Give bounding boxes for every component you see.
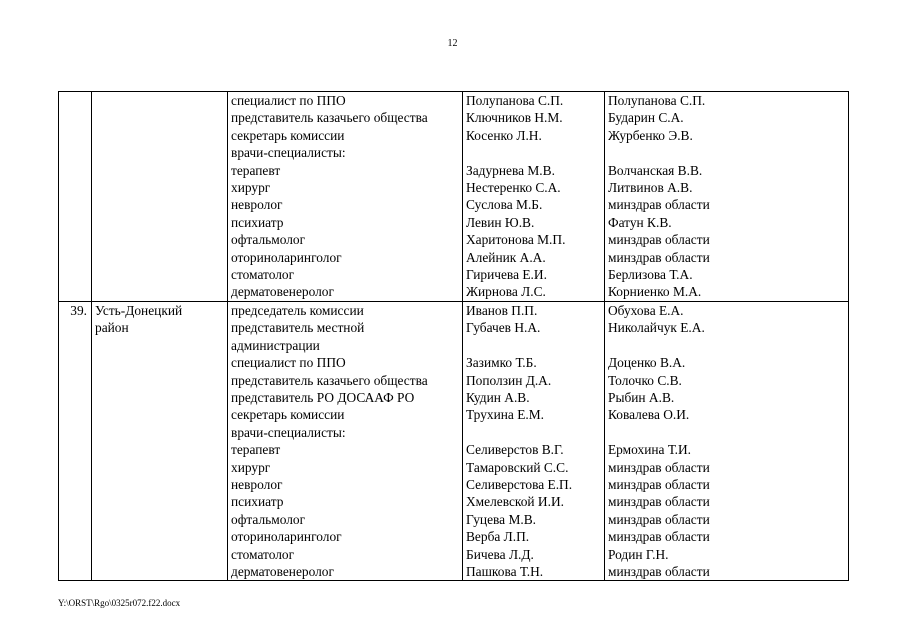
role-cell: администрации xyxy=(228,337,463,354)
row-number-cell xyxy=(59,249,92,266)
reserve-cell xyxy=(605,144,849,161)
row-number-cell xyxy=(59,546,92,563)
reserve-cell: Бударин С.А. xyxy=(605,109,849,126)
role-cell: председатель комиссии xyxy=(228,301,463,319)
table-row xyxy=(59,476,849,493)
row-number-cell xyxy=(59,354,92,371)
reserve-cell: Корниенко М.А. xyxy=(605,283,849,301)
reserve-cell: Берлизова Т.А. xyxy=(605,266,849,283)
district-cell xyxy=(92,92,228,110)
member-cell: Косенко Л.Н. xyxy=(463,127,605,144)
role-cell: секретарь комиссии xyxy=(228,127,463,144)
district-cell xyxy=(92,162,228,179)
role-cell: специалист по ППО xyxy=(228,354,463,371)
table-row xyxy=(59,231,849,248)
member-cell: Гуцева М.В. xyxy=(463,511,605,528)
member-cell: Задурнева М.В. xyxy=(463,162,605,179)
member-cell: Полупанова С.П. xyxy=(463,92,605,110)
row-number-cell xyxy=(59,231,92,248)
role-cell: стоматолог xyxy=(228,266,463,283)
row-number-cell xyxy=(59,424,92,441)
reserve-cell xyxy=(605,337,849,354)
member-cell: Жирнова Л.С. xyxy=(463,283,605,301)
role-cell: представитель местной xyxy=(228,319,463,336)
role-cell: представитель РО ДОСААФ РО xyxy=(228,389,463,406)
role-cell: специалист по ППО xyxy=(228,92,463,110)
district-cell xyxy=(92,459,228,476)
member-cell xyxy=(463,337,605,354)
member-cell: Селиверстова Е.П. xyxy=(463,476,605,493)
member-cell: Бичева Л.Д. xyxy=(463,546,605,563)
member-cell: Гиричева Е.И. xyxy=(463,266,605,283)
district-cell xyxy=(92,127,228,144)
district-cell xyxy=(92,493,228,510)
district-cell xyxy=(92,144,228,161)
row-number-cell xyxy=(59,319,92,336)
role-cell: дерматовенеролог xyxy=(228,283,463,301)
district-cell xyxy=(92,109,228,126)
row-number-cell xyxy=(59,476,92,493)
table-row xyxy=(59,493,849,510)
reserve-cell: минздрав области xyxy=(605,231,849,248)
row-number-cell xyxy=(59,144,92,161)
role-cell: хирург xyxy=(228,179,463,196)
role-cell: представитель казачьего общества xyxy=(228,372,463,389)
role-cell: терапевт xyxy=(228,441,463,458)
district-cell xyxy=(92,354,228,371)
district-cell xyxy=(92,528,228,545)
district-cell xyxy=(92,424,228,441)
reserve-cell: Литвинов А.В. xyxy=(605,179,849,196)
table-row xyxy=(59,249,849,266)
table-row xyxy=(59,179,849,196)
member-cell: Кудин А.В. xyxy=(463,389,605,406)
row-number-cell xyxy=(59,196,92,213)
row-number-cell xyxy=(59,337,92,354)
row-number-cell xyxy=(59,214,92,231)
table-row xyxy=(59,109,849,126)
table-row xyxy=(59,528,849,545)
row-number-cell xyxy=(59,127,92,144)
table-row xyxy=(59,372,849,389)
member-cell: Хмелевской И.И. xyxy=(463,493,605,510)
row-number-cell xyxy=(59,406,92,423)
table-row xyxy=(59,459,849,476)
reserve-cell: минздрав области xyxy=(605,476,849,493)
table-row xyxy=(59,354,849,371)
district-cell xyxy=(92,389,228,406)
reserve-cell: Ковалева О.И. xyxy=(605,406,849,423)
reserve-cell: Николайчук Е.А. xyxy=(605,319,849,336)
row-number-cell xyxy=(59,109,92,126)
role-cell: терапевт xyxy=(228,162,463,179)
role-cell: психиатр xyxy=(228,493,463,510)
table-row xyxy=(59,266,849,283)
member-cell: Пашкова Т.Н. xyxy=(463,563,605,581)
district-cell xyxy=(92,249,228,266)
reserve-cell: минздрав области xyxy=(605,511,849,528)
district-cell xyxy=(92,511,228,528)
reserve-cell: минздрав области xyxy=(605,459,849,476)
role-cell: врачи-специалисты: xyxy=(228,144,463,161)
district-cell xyxy=(92,563,228,581)
member-cell: Зазимко Т.Б. xyxy=(463,354,605,371)
table-row xyxy=(59,337,849,354)
table-row xyxy=(59,162,849,179)
district-cell: район xyxy=(92,319,228,336)
commission-table xyxy=(58,91,849,581)
member-cell: Трухина Е.М. xyxy=(463,406,605,423)
member-cell: Левин Ю.В. xyxy=(463,214,605,231)
table-row xyxy=(59,563,849,581)
table-row xyxy=(59,389,849,406)
district-cell xyxy=(92,231,228,248)
district-cell xyxy=(92,441,228,458)
role-cell: невролог xyxy=(228,196,463,213)
role-cell: стоматолог xyxy=(228,546,463,563)
row-number-cell xyxy=(59,389,92,406)
row-number-cell xyxy=(59,162,92,179)
district-cell xyxy=(92,196,228,213)
district-cell xyxy=(92,179,228,196)
reserve-cell: Рыбин А.В. xyxy=(605,389,849,406)
row-number-cell xyxy=(59,493,92,510)
reserve-cell: минздрав области xyxy=(605,493,849,510)
district-cell xyxy=(92,406,228,423)
district-cell xyxy=(92,283,228,301)
member-cell: Харитонова М.П. xyxy=(463,231,605,248)
row-number-cell xyxy=(59,283,92,301)
reserve-cell: Родин Г.Н. xyxy=(605,546,849,563)
table-row xyxy=(59,424,849,441)
role-cell: оториноларинголог xyxy=(228,249,463,266)
district-cell: Усть-Донецкий xyxy=(92,301,228,319)
member-cell xyxy=(463,424,605,441)
role-cell: врачи-специалисты: xyxy=(228,424,463,441)
member-cell: Губачев Н.А. xyxy=(463,319,605,336)
row-number-cell xyxy=(59,563,92,581)
row-number-cell xyxy=(59,179,92,196)
role-cell: хирург xyxy=(228,459,463,476)
district-cell xyxy=(92,372,228,389)
role-cell: офтальмолог xyxy=(228,511,463,528)
reserve-cell xyxy=(605,424,849,441)
reserve-cell: минздрав области xyxy=(605,563,849,581)
reserve-cell: минздрав области xyxy=(605,528,849,545)
table-row xyxy=(59,441,849,458)
table-row xyxy=(59,92,849,110)
row-number-cell xyxy=(59,372,92,389)
page-number: 12 xyxy=(447,38,458,49)
member-cell: Иванов П.П. xyxy=(463,301,605,319)
reserve-cell: Обухова Е.А. xyxy=(605,301,849,319)
role-cell: представитель казачьего общества xyxy=(228,109,463,126)
member-cell: Нестеренко С.А. xyxy=(463,179,605,196)
table-row xyxy=(59,319,849,336)
role-cell: психиатр xyxy=(228,214,463,231)
table-row xyxy=(59,214,849,231)
member-cell: Алейник А.А. xyxy=(463,249,605,266)
footer-file-path: Y:\ORST\Rgo\0325r072.f22.docx xyxy=(58,598,181,608)
reserve-cell: Волчанская В.В. xyxy=(605,162,849,179)
role-cell: невролог xyxy=(228,476,463,493)
reserve-cell: Фатун К.В. xyxy=(605,214,849,231)
district-cell xyxy=(92,337,228,354)
district-cell xyxy=(92,546,228,563)
reserve-cell: Журбенко Э.В. xyxy=(605,127,849,144)
reserve-cell: минздрав области xyxy=(605,196,849,213)
role-cell: секретарь комиссии xyxy=(228,406,463,423)
member-cell: Селиверстов В.Г. xyxy=(463,441,605,458)
table-row xyxy=(59,301,849,319)
member-cell: Ключников Н.М. xyxy=(463,109,605,126)
role-cell: офтальмолог xyxy=(228,231,463,248)
district-cell xyxy=(92,476,228,493)
role-cell: оториноларинголог xyxy=(228,528,463,545)
district-cell xyxy=(92,266,228,283)
member-cell: Суслова М.Б. xyxy=(463,196,605,213)
row-number-cell xyxy=(59,92,92,110)
row-number-cell xyxy=(59,459,92,476)
row-number-cell xyxy=(59,266,92,283)
row-number-cell xyxy=(59,511,92,528)
table-row xyxy=(59,196,849,213)
member-cell: Верба Л.П. xyxy=(463,528,605,545)
role-cell: дерматовенеролог xyxy=(228,563,463,581)
table-row xyxy=(59,511,849,528)
table-row xyxy=(59,406,849,423)
reserve-cell: Ермохина Т.И. xyxy=(605,441,849,458)
reserve-cell: Доценко В.А. xyxy=(605,354,849,371)
member-cell: Поползин Д.А. xyxy=(463,372,605,389)
table-row xyxy=(59,283,849,301)
reserve-cell: минздрав области xyxy=(605,249,849,266)
row-number-cell xyxy=(59,441,92,458)
table-row xyxy=(59,127,849,144)
table-row xyxy=(59,546,849,563)
row-number-cell xyxy=(59,528,92,545)
reserve-cell: Полупанова С.П. xyxy=(605,92,849,110)
row-number-cell: 39. xyxy=(59,301,92,319)
reserve-cell: Толочко С.В. xyxy=(605,372,849,389)
district-cell xyxy=(92,214,228,231)
table-row xyxy=(59,144,849,161)
member-cell: Тамаровский С.С. xyxy=(463,459,605,476)
member-cell xyxy=(463,144,605,161)
